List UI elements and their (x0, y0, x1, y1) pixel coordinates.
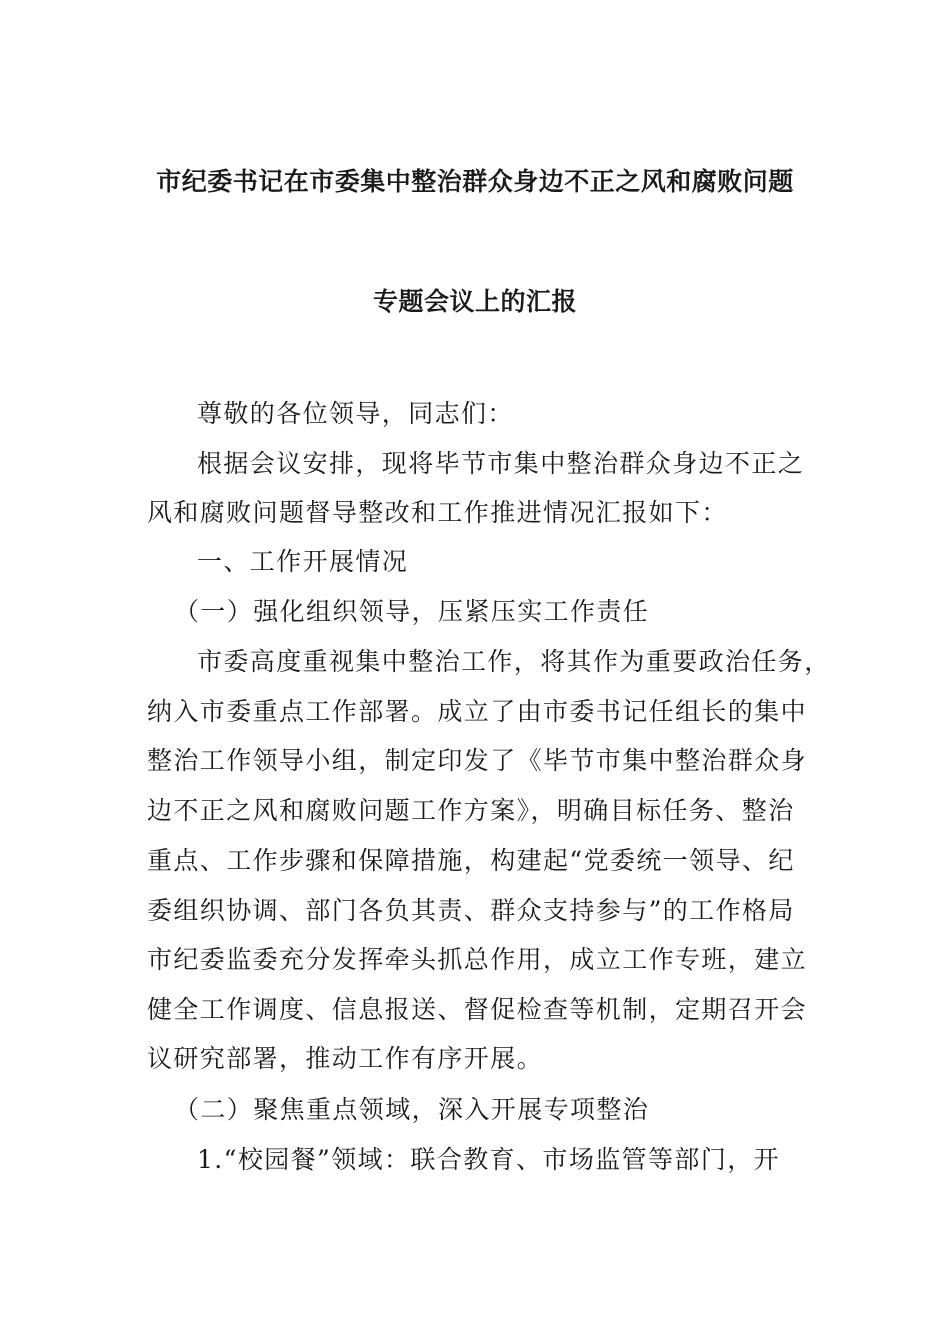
body-line: 边不正之风和腐败问题工作方案》，明确目标任务、整治 (147, 796, 795, 825)
document-title-line-2: 专题会议上的汇报 (372, 287, 577, 316)
body-line: 市委高度重视集中整治工作，将其作为重要政治任务， (197, 647, 831, 676)
body-line: 整治工作领导小组，制定印发了《毕节市集中整治群众身 (147, 746, 808, 775)
body-line: 市纪委监委充分发挥牵头抓总作用，成立工作专班，建立 (147, 945, 808, 974)
body-line: 委组织协调、部门各负其责、群众支持参与”的工作格局 (147, 896, 795, 925)
body-line: 重点、工作步骤和保障措施，构建起“党委统一领导、纪 (147, 846, 795, 875)
document-title-line-1: 市纪委书记在市委集中整治群众身边不正之风和腐败问题 (156, 167, 794, 196)
body-line: 议研究部署，推动工作有序开展。 (147, 1044, 544, 1073)
intro-line: 根据会议安排，现将毕节市集中整治群众身边不正之 (197, 449, 805, 478)
body-line: 健全工作调度、信息报送、督促检查等机制，定期召开会 (147, 995, 808, 1024)
intro-line: 风和腐败问题督导整改和工作推进情况汇报如下： (147, 498, 728, 527)
section-heading: 一、工作开展情况 (197, 547, 409, 576)
body-line: 纳入市委重点工作部署。成立了由市委书记任组长的集中 (147, 697, 808, 726)
salutation: 尊敬的各位领导，同志们： (197, 399, 514, 428)
subsection-heading: （二）聚焦重点领域，深入开展专项整治 (174, 1095, 650, 1124)
list-item: 1.“校园餐”领域：联合教育、市场监管等部门，开 (197, 1145, 781, 1174)
subsection-heading: （一）强化组织领导，压紧压实工作责任 (174, 597, 650, 626)
